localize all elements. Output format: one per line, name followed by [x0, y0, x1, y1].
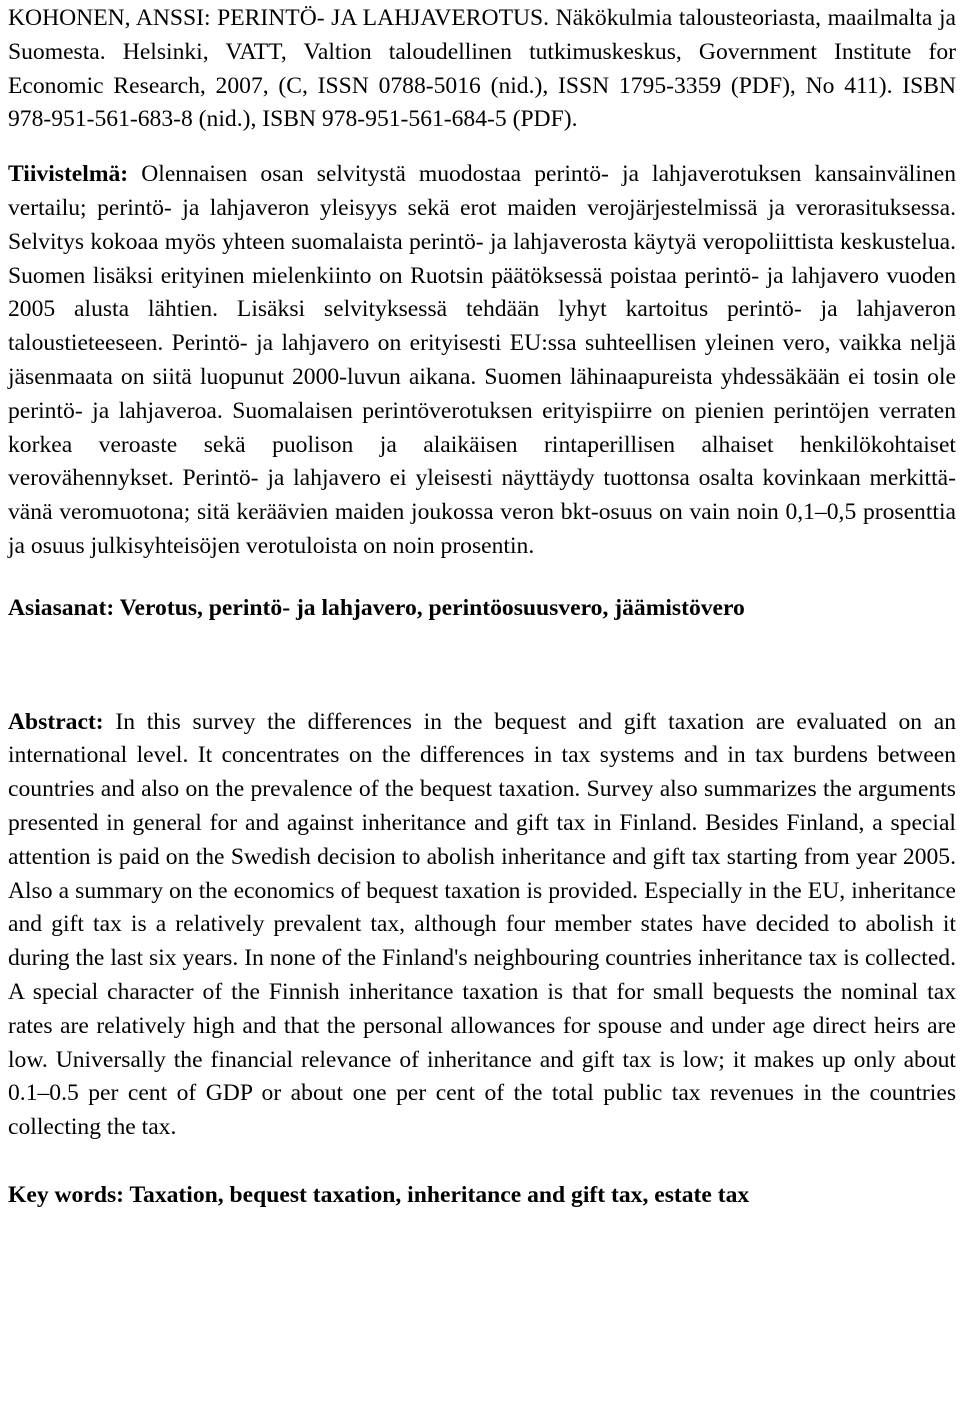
english-abstract-text: In this survey the differences in the bequest and gift taxation are evaluated on an international level. It concentrates on the differences in tax systems and in tax burdens between countries and also on the prevalence of the bequest taxation. Survey also summarizes the arguments presented in general for and against inheritance and gift tax in Finland. Besides Finland, a special attention is paid on the Swedish decision to abolish inheritance and gift tax starting from year 2005. Also a summary on the economics of bequest taxation is provided. Especially in the EU, inheritance and gift tax is a relatively prevalent tax, although four member states have decided to abolish it during the last six years. In none of the Finland's neighbouring countries inheritance tax is collected. A special character of the Finnish inheritance taxation is that for small bequests the nominal tax rates are relatively high and that the personal allowances for spouse and under age direct heirs are low. Universally the financial relevance of inheritance and gift tax is low; it makes up only about 0.1–0.5 per cent of GDP or about one per cent of the total public tax revenues in the countries collecting the tax. — [8, 708, 956, 1141]
finnish-abstract-text: Olennaisen osan selvitystä muodostaa perintö- ja lahjaverotuksen kansainvälinen vertailu; perintö- ja lahjaveron yleisyys sekä erot maiden verojärjestelmissä ja verorasituksessa. Selvitys kokoaa myös yhteen suomalaista perintö- ja lahjaverosta käytyä veropoliittista keskustelua. Suomen lisäksi erityinen mielenkiinto on Ruotsin päätöksessä poistaa perintö- ja lahjavero vuoden 2005 alusta lähtien. Lisäksi selvityksessä tehdään lyhyt kartoitus perintö- ja lahjaveron taloustieteeseen. Perintö- ja lahjavero on erityisesti EU:ssa suhteellisen yleinen vero, vaikka neljä jäsenmaata on siitä luopunut 2000-luvun aikana. Suomen lähinaapureista yhdessäkään ei tosin ole perintö- ja lahjaveroa. Suomalaisen perintöverotuksen erityispiirre on pienien perintöjen verraten korkea veroaste sekä puolison ja alaikäisen rintaperillisen alhaiset henkilökohtaiset verovähennykset. Perintö- ja lahjavero ei yleisesti näyttäydy tuottonsa osalta kovinkaan merkittävänä veromuotona; sitä keräävien maiden joukossa veron bkt-osuus on vain noin 0,1–0,5 prosenttia ja osuus julkisyhteisöjen verotuloista on noin prosentin. — [8, 161, 956, 559]
finnish-abstract-label: Tiivistelmä: — [8, 161, 129, 188]
english-abstract-label: Abstract: — [8, 708, 104, 735]
citation-paragraph: KOHONEN, ANSSI: PERINTÖ- JA LAHJAVEROTUS. Näkökulmia talousteoriasta, maailmalta ja Suomesta. Helsinki, VATT, Valtion taloudellinen tutkimuskeskus, Government Institute for Economic Research, 2007, (C, ISSN 0788-5016 (nid.), ISSN 1795-3359 (PDF), No 411). ISBN 978-951-561-683-8 (nid.), ISBN 978-951-561-684-5 (PDF). — [8, 5, 956, 133]
document-page — [8, 0, 956, 1213]
english-keywords: Key words: Taxation, bequest taxation, inheritance and gift tax, estate tax — [8, 1181, 750, 1208]
finnish-abstract-paragraph — [8, 158, 956, 564]
english-abstract-paragraph — [8, 706, 956, 1145]
finnish-keywords: Asiasanat: Verotus, perintö- ja lahjavero, perintöosuusvero, jäämistövero — [8, 594, 745, 621]
